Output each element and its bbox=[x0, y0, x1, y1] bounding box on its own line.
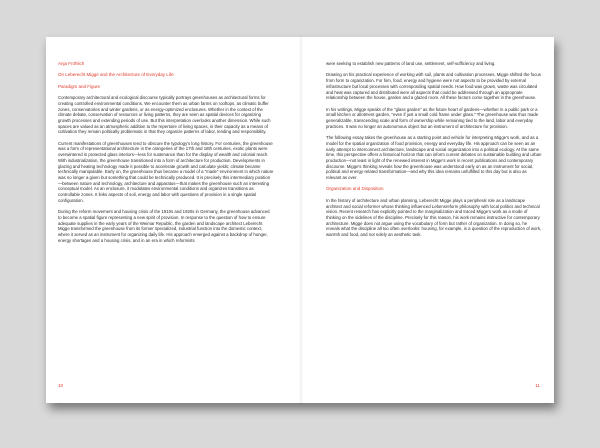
page-number-right: 11 bbox=[535, 383, 540, 388]
paragraph: During the reform movement and housing crisis of the 1910s and 1920s in Germany, the greenhouse advanced to become a spatial figure representing a new spirit of provision. In response to the question of how to ensure adequate supplies in the early years of the Weimar Republic, the garden and landscape architect Leberecht Migge transformed the greenhouse from its former specialized, industrial function into the domestic context, where it served as an instrument for organizing daily life. His approach emerged against a backdrop of hunger, energy shortages and a housing crisis, and in an era in which reformists bbox=[58, 209, 270, 243]
left-text-column bbox=[58, 61, 274, 249]
paragraph: In the history of architecture and urban planning, Leberecht Migge plays a peripheral role as a landscape architect and social reformer whose thinking influenced Lebensreform philosophy with local politics and technical vision. Recent research has explicitly pointed to the marginalization and traced Migge's work as a mode of thinking on the sidelines of the discipline. Precisely for this reason, his work remains instructive for contemporary architecture. Migge does not argue using the vocabulary of form but rather of organization. In doing so, he reveals what the discipline all too often overlooks: housing, for example, is a question of the reproduction of work, warmth and food, and not solely an aesthetic task. bbox=[326, 197, 542, 238]
right-text-column bbox=[326, 61, 542, 243]
paragraph: The following essay takes the greenhouse as a starting point and vehicle for interpreting Migge's work, and as a model for the spatial organization of food provision, energy and everyday life. His approach can be seen as an early attempt to interconnect architecture, landscape and social organization into a political ecology. At the same time, this perspective offers a historical horizon that can inform current debates on sustainable building and urban production—not least in light of the renewed interest in Migge's work in recent publications and contemporary discourse. Migge's thinking reveals how the greenhouse was understood early on as an instrument for social, political and energy-related transformation—and why this idea remains unfulfilled to this day but is also as relevant as ever. bbox=[326, 135, 542, 181]
paragraph: Contemporary architectural and ecological discourse typically portrays greenhouses as architectural forms for creating controlled environmental conditions. We encounter them as urban farms on rooftops, as climatic buffer zones, conservatories and winter gardens, or as energy-optimized enclosures. Whether in the context of the climate debate, conservation of resources or living patterns, they are seen as spatial devices for organizing growth processes and extending periods of use. But this interpretation overlooks another dimension. While such spaces are valued as an atmospheric addition to the repertoire of living spaces, in their capacity as a means of cultivation they remain politically problematic in that they organize patterns of labor, tending and responsibility. bbox=[58, 95, 271, 135]
paragraph: In his writings, Migge speaks of the "glass garden" as the future heart of gardens—whether in a public park or a small kitchen or allotment garden, "even if just a small cold frame under glass." The greenhouse was thus made generalizable, transcending scale and form of ownership while remaining tied to the land, labor and everyday practices. It was no longer an autonomous object but an instrument of architecture for provision. bbox=[326, 106, 539, 129]
paragraph: Current manifestations of greenhouses tend to obscure the typology's long history. For centuries, the greenhouse was a form of representational architecture in the orangeries of the 17th and 18th centuries, exotic plants were overwintered in protected glass interiors—less for sustenance than for the display of wealth and colonial reach. With industrialization, the greenhouse transitioned into a form of architecture for production. Developments in glazing and heating technology made it possible to accelerate growth and calculate yields; climate became technically manipulable. Early on, the greenhouse thus became a model of a "made" environment in which nature was no longer a given but something that could be technically produced. It is precisely this intermediary position—between nature and technology, architecture and apparatus—that makes the greenhouse such an interesting conceptual model. As an enclosure, it modulates environmental conditions and organizes transitions as controllable zones. It links aspects of soil, energy and labor with questions of provision in a single spatial configuration. bbox=[58, 140, 274, 203]
left-page bbox=[46, 37, 300, 403]
book-spread bbox=[46, 37, 554, 403]
paragraph: were seeking to establish new patterns of land use, settlement, self-sufficiency and living. bbox=[326, 61, 496, 66]
essay-title: On Leberecht Migge and the Architecture of Everyday Life bbox=[58, 72, 174, 78]
page-number-left: 10 bbox=[58, 383, 64, 388]
section-heading-paradigm: Paradigm and Figure bbox=[58, 83, 101, 89]
section-heading-organization: Organization and Disposition bbox=[326, 186, 384, 192]
author-name: Anja Fröhlich bbox=[58, 61, 85, 66]
right-page bbox=[300, 37, 554, 403]
paragraph: Drawing on his practical experience of working with soil, plants and cultivation processes, Migge shifted the focus from form to organization. For him, food, energy and hygiene were not aspects to be provided by external infrastructure but local processes with corresponding spatial needs. How food was grown, waste was circulated and heat was captured and distributed were all aspects that could be addressed through an appropriate relationship between the house, garden and a glazed room. All these factors come together in the greenhouse. bbox=[326, 72, 541, 101]
